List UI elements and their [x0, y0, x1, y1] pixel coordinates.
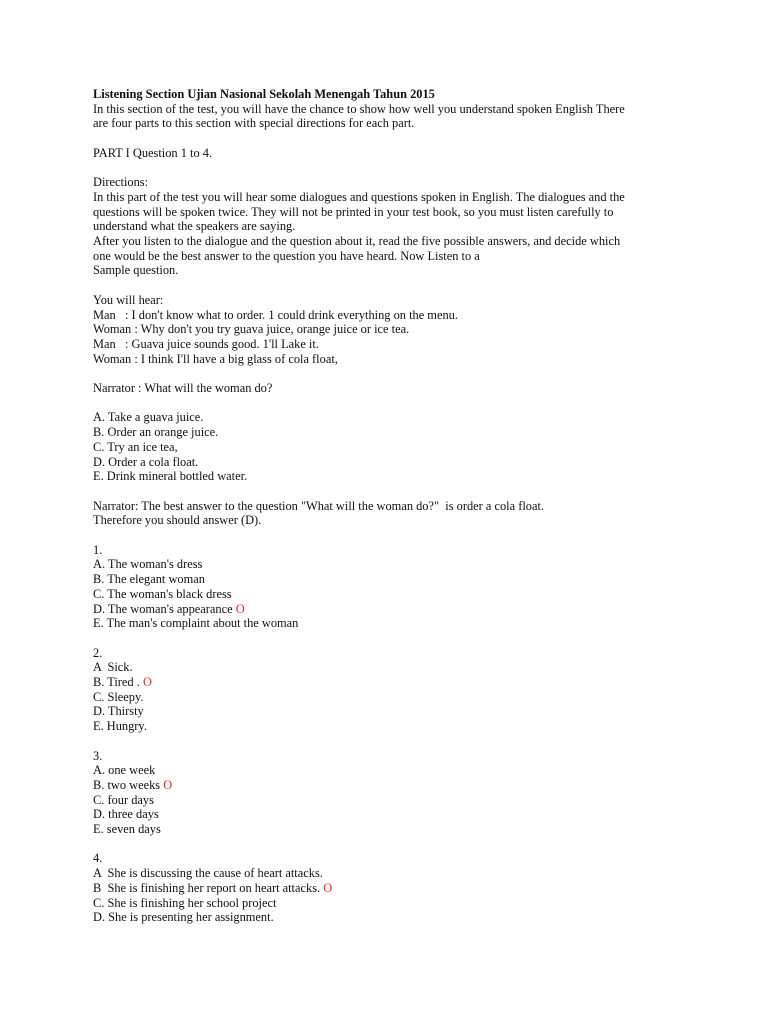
option-text: D. She is presenting her assignment.: [93, 910, 274, 925]
question-option: [93, 616, 693, 631]
answer-mark: O: [235, 601, 245, 616]
intro-line: are four parts to this section with special directions for each part.: [93, 116, 415, 131]
option-text: E. The man's complaint about the woman: [93, 616, 299, 631]
dialogue-line: Woman : Why don't you try guava juice, orange juice or ice tea.: [93, 322, 410, 337]
question-option: [93, 778, 693, 793]
spacer: [93, 837, 693, 852]
directions-line: After you listen to the dialogue and the question about it, read the five possible answers, and decide which: [93, 234, 621, 248]
spacer: [93, 734, 693, 749]
document-page: [93, 87, 693, 925]
question-option: [93, 910, 693, 925]
answer-mark: O: [163, 777, 173, 792]
option-text: C. The woman's black dress: [93, 586, 232, 601]
dialogue-line: Woman : I think I'll have a big glass of cola float,: [93, 351, 338, 366]
option-text: D. The woman's appearance: [93, 601, 236, 616]
spacer: [93, 396, 693, 411]
sample-option: C. Try an ice tea,: [93, 439, 178, 454]
option-text: B. Tired .: [93, 675, 143, 689]
option-text: C. She is finishing her school project: [93, 895, 277, 910]
question-option: [93, 690, 693, 705]
spacer: [93, 366, 693, 381]
question-option: [93, 587, 693, 602]
spacer: [93, 278, 693, 293]
dialogue-line: Man : I don't know what to order. 1 could drink everything on the menu.: [93, 307, 458, 322]
option-text: B She is finishing her report on heart attacks.: [93, 880, 324, 895]
option-text: B. two weeks: [93, 777, 164, 792]
spacer: [93, 131, 693, 146]
question-option: [93, 793, 693, 808]
question-number: 1.: [93, 542, 103, 557]
option-text: A. one week: [93, 763, 156, 778]
question-option: [93, 602, 693, 617]
question-option: [93, 822, 693, 837]
question-option: [93, 660, 693, 675]
answer-mark: O: [323, 880, 333, 895]
narrator-question: Narrator : What will the woman do?: [93, 381, 273, 395]
option-text: E. seven days: [93, 822, 161, 837]
option-text: D. Thirsty: [93, 704, 144, 719]
option-text: D. three days: [93, 807, 159, 822]
directions-line: questions will be spoken twice. They will not be printed in your test book, so you must listen carefully to: [93, 204, 614, 219]
spacer: [93, 484, 693, 499]
option-text: A. The woman's dress: [93, 557, 203, 572]
option-text: A She is discussing the cause of heart attacks.: [93, 866, 323, 881]
sample-explanation: Therefore you should answer (D).: [93, 513, 262, 528]
question-option: [93, 557, 693, 572]
question-number: 4.: [93, 851, 103, 866]
question-option: [93, 807, 693, 822]
sample-option: E. Drink mineral bottled water.: [93, 469, 248, 484]
option-text: C. four days: [93, 792, 154, 807]
sample-option: B. Order an orange juice.: [93, 425, 219, 440]
question-number: 2.: [93, 645, 103, 660]
directions-line: one would be the best answer to the question you have heard. Now Listen to a: [93, 248, 480, 263]
directions-line: In this part of the test you will hear some dialogues and questions spoken in English. The dialogues and the: [93, 189, 625, 204]
dialogue-line: Man : Guava juice sounds good. 1'll Lake it.: [93, 336, 319, 351]
question-option: [93, 572, 693, 587]
spacer: [93, 631, 693, 646]
question-number: 3.: [93, 748, 103, 763]
directions-line: understand what the speakers are saying.: [93, 219, 296, 234]
option-text: E. Hungry.: [93, 719, 147, 734]
intro-line: In this section of the test, you will have the chance to show how well you understand spoken English There: [93, 101, 625, 116]
document-title: Listening Section Ujian Nasional Sekolah Menengah Tahun 2015: [93, 87, 435, 101]
question-option: [93, 896, 693, 911]
option-text: C. Sleepy.: [93, 689, 144, 704]
question-option: [93, 704, 693, 719]
question-option: [93, 881, 693, 896]
directions-heading: Directions:: [93, 175, 149, 190]
spacer: [93, 161, 693, 176]
sample-explanation: Narrator: The best answer to the question "What will the woman do?" is order a cola float.: [93, 498, 544, 513]
sample-intro: You will hear:: [93, 292, 164, 307]
sample-option: A. Take a guava juice.: [93, 410, 204, 425]
question-option: [93, 866, 693, 881]
option-text: B. The elegant woman: [93, 572, 205, 587]
sample-option: D. Order a cola float.: [93, 454, 199, 469]
directions-line: Sample question.: [93, 263, 179, 278]
spacer: [93, 528, 693, 543]
question-option: [93, 675, 693, 690]
question-option: [93, 763, 693, 778]
part-heading: PART I Question 1 to 4.: [93, 145, 213, 160]
question-option: [93, 719, 693, 734]
answer-mark: O: [142, 675, 152, 689]
option-text: A Sick.: [93, 660, 133, 675]
